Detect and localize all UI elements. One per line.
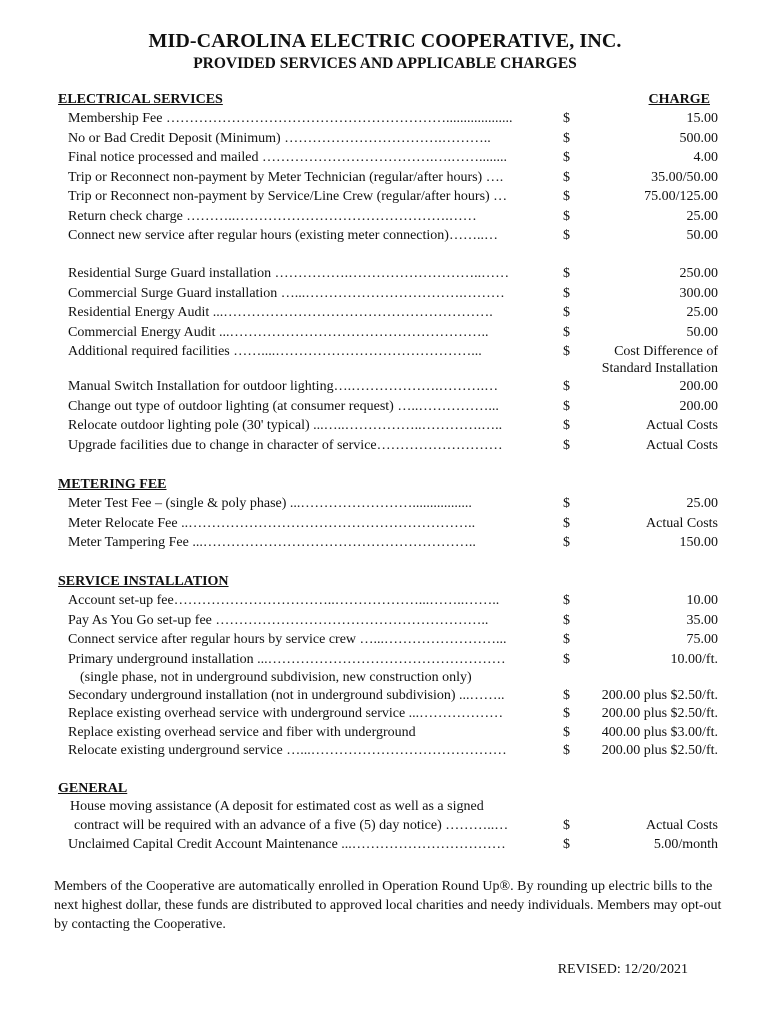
fee-amount: 200.00 plus $2.50/ft. bbox=[601, 687, 718, 703]
fee-row bbox=[0, 593, 770, 613]
fee-row bbox=[0, 496, 770, 516]
fee-amount: 15.00 bbox=[686, 111, 718, 126]
fee-row bbox=[0, 613, 770, 633]
fee-description: Change out type of outdoor lighting (at consumer request) …..……………... bbox=[68, 398, 499, 414]
fee-description: Return check charge ………..……………………………………….…… bbox=[68, 208, 477, 224]
fee-row bbox=[0, 325, 770, 345]
fee-row bbox=[0, 535, 770, 555]
fee-row bbox=[0, 725, 770, 745]
fee-description: Meter Relocate Fee ..…………………………………………………….. bbox=[68, 515, 476, 531]
fee-amount: 25.00 bbox=[686, 496, 718, 511]
fee-row bbox=[0, 399, 770, 419]
fee-amount: 50.00 bbox=[686, 228, 718, 243]
fee-description: Final notice processed and mailed ……………………………….….……........ bbox=[68, 150, 507, 165]
fee-row bbox=[0, 632, 770, 652]
fee-description: Meter Tampering Fee ...………………………………………………….. bbox=[68, 535, 476, 550]
fee-description: Primary underground installation ...…………………………………………… bbox=[68, 651, 506, 667]
fee-amount: 400.00 plus $3.00/ft. bbox=[601, 724, 718, 740]
dollar-sign: $ bbox=[563, 837, 570, 852]
fee-row bbox=[0, 266, 770, 286]
fee-description: Relocate outdoor lighting pole (30' typical) ...…..……………..………….….. bbox=[68, 418, 503, 433]
round-up-notice: Members of the Cooperative are automatically enrolled in Operation Round Up®. By rounding up electric bills to the next highest dollar, these funds are distributed to approved local charities and needy individuals. Members may opt-out by contacting the Cooperative. bbox=[54, 879, 722, 932]
fee-amount: 75.00/125.00 bbox=[644, 189, 718, 204]
fee-row bbox=[0, 418, 770, 438]
document-subtitle: PROVIDED SERVICES AND APPLICABLE CHARGES bbox=[193, 55, 577, 72]
fee-description: Manual Switch Installation for outdoor lighting….……………….……….… bbox=[68, 379, 499, 394]
fee-row bbox=[0, 305, 770, 325]
dollar-sign: $ bbox=[563, 169, 570, 185]
fee-amount: 200.00 plus $2.50/ft. bbox=[601, 706, 718, 721]
fee-description: Residential Surge Guard installation …………….………………………..…… bbox=[68, 266, 510, 281]
dollar-sign: $ bbox=[563, 515, 570, 531]
dollar-sign: $ bbox=[563, 266, 570, 281]
fee-description: Replace existing overhead service with underground service ...……………… bbox=[68, 706, 504, 721]
fee-amount: 150.00 bbox=[679, 535, 718, 550]
fee-amount: 25.00 bbox=[686, 305, 718, 320]
fee-amount: 500.00 bbox=[679, 130, 718, 146]
fee-description: No or Bad Credit Deposit (Minimum) …………………………….……….. bbox=[68, 130, 491, 146]
fee-row bbox=[0, 670, 770, 690]
fee-amount: Actual Costs bbox=[646, 418, 718, 433]
dollar-sign: $ bbox=[563, 724, 570, 740]
fee-amount: 300.00 bbox=[679, 285, 718, 301]
fee-description: Residential Energy Audit ...…………………………………………………. bbox=[68, 305, 493, 320]
fee-row bbox=[0, 209, 770, 229]
fee-description: Membership Fee ……………………………………………………................... bbox=[68, 111, 513, 126]
fee-amount: 250.00 bbox=[679, 266, 718, 281]
fee-row bbox=[0, 286, 770, 306]
fee-amount: Actual Costs bbox=[646, 437, 718, 453]
dollar-sign: $ bbox=[563, 344, 570, 359]
fee-row bbox=[0, 706, 770, 726]
fee-amount: 10.00/ft. bbox=[670, 651, 718, 667]
fee-row bbox=[0, 837, 770, 857]
dollar-sign: $ bbox=[563, 632, 570, 647]
dollar-sign: $ bbox=[563, 130, 570, 146]
fee-row bbox=[0, 516, 770, 536]
fee-amount: 200.00 bbox=[679, 398, 718, 414]
fee-row bbox=[0, 799, 770, 819]
fee-description: Unclaimed Capital Credit Account Maintenance ...…………………………… bbox=[68, 837, 506, 852]
fee-description: Pay As You Go set-up fee ………………………………………………….. bbox=[68, 612, 489, 628]
dollar-sign: $ bbox=[563, 706, 570, 721]
fee-description: Connect service after regular hours by service crew …...……………………... bbox=[68, 632, 507, 647]
fee-description: Commercial Surge Guard installation …...…………………………….……… bbox=[68, 285, 505, 301]
fee-description: House moving assistance (A deposit for estimated cost as well as a signed bbox=[70, 799, 484, 814]
dollar-sign: $ bbox=[563, 208, 570, 224]
dollar-sign: $ bbox=[563, 228, 570, 243]
dollar-sign: $ bbox=[563, 189, 570, 204]
fee-description: Upgrade facilities due to change in character of service……………………… bbox=[68, 437, 503, 453]
section-title: ELECTRICAL SERVICES bbox=[58, 92, 223, 107]
fee-amount: 10.00 bbox=[686, 593, 718, 608]
fee-description: contract will be required with an advance of a five (5) day notice) ………..… bbox=[74, 817, 509, 833]
charge-column-header: CHARGE bbox=[648, 92, 710, 107]
fee-description: Relocate existing underground service …...…………………………………… bbox=[68, 743, 507, 758]
fee-description: Connect new service after regular hours (existing meter connection)……..… bbox=[68, 228, 498, 243]
fee-amount: 25.00 bbox=[686, 208, 718, 224]
dollar-sign: $ bbox=[563, 398, 570, 414]
dollar-sign: $ bbox=[563, 496, 570, 511]
section-title: SERVICE INSTALLATION bbox=[58, 574, 229, 589]
fee-description: Trip or Reconnect non-payment by Meter Technician (regular/after hours) …. bbox=[68, 169, 504, 185]
fee-row bbox=[0, 228, 770, 248]
fee-row bbox=[0, 361, 770, 381]
fee-row bbox=[0, 111, 770, 131]
fee-amount: Actual Costs bbox=[646, 817, 718, 833]
dollar-sign: $ bbox=[563, 593, 570, 608]
fee-amount: 75.00 bbox=[686, 632, 718, 647]
fee-row bbox=[0, 131, 770, 151]
revised-date: REVISED: 12/20/2021 bbox=[557, 962, 688, 977]
dollar-sign: $ bbox=[563, 418, 570, 433]
fee-description: (single phase, not in underground subdivision, new construction only) bbox=[80, 669, 472, 685]
dollar-sign: $ bbox=[563, 437, 570, 453]
dollar-sign: $ bbox=[563, 379, 570, 394]
dollar-sign: $ bbox=[563, 743, 570, 758]
fee-row bbox=[0, 818, 770, 838]
dollar-sign: $ bbox=[563, 285, 570, 301]
dollar-sign: $ bbox=[563, 324, 570, 340]
dollar-sign: $ bbox=[563, 651, 570, 667]
fee-amount: 35.00/50.00 bbox=[651, 169, 718, 185]
fee-description: Account set-up fee……………………………..………………...……..…….. bbox=[68, 593, 500, 608]
fee-description: Additional required facilities ……....……………………………………... bbox=[68, 344, 482, 359]
fee-row bbox=[0, 189, 770, 209]
dollar-sign: $ bbox=[563, 111, 570, 126]
dollar-sign: $ bbox=[563, 150, 570, 165]
fee-amount: 200.00 plus $2.50/ft. bbox=[601, 743, 718, 758]
fee-description: Secondary underground installation (not in underground subdivision) ...…….. bbox=[68, 687, 505, 703]
fee-description: Meter Test Fee – (single & poly phase) ...……………………................. bbox=[68, 496, 472, 511]
dollar-sign: $ bbox=[563, 687, 570, 703]
dollar-sign: $ bbox=[563, 817, 570, 833]
fee-amount: Actual Costs bbox=[646, 515, 718, 531]
dollar-sign: $ bbox=[563, 612, 570, 628]
fee-description: Replace existing overhead service and fiber with underground bbox=[68, 724, 416, 740]
fee-amount: 50.00 bbox=[686, 324, 718, 340]
fee-amount: 4.00 bbox=[693, 150, 718, 165]
fee-row bbox=[0, 652, 770, 672]
fee-description: Commercial Energy Audit ...……………………………………………….. bbox=[68, 324, 489, 340]
document-title: MID-CAROLINA ELECTRIC COOPERATIVE, INC. bbox=[148, 30, 622, 52]
fee-row bbox=[0, 170, 770, 190]
fee-amount: Cost Difference of bbox=[614, 344, 718, 359]
fee-amount: Standard Installation bbox=[601, 361, 718, 376]
fee-amount: 5.00/month bbox=[653, 837, 718, 852]
fee-amount: 35.00 bbox=[686, 612, 718, 628]
fee-row bbox=[0, 688, 770, 708]
dollar-sign: $ bbox=[563, 535, 570, 550]
section-title: GENERAL bbox=[58, 781, 128, 796]
dollar-sign: $ bbox=[563, 305, 570, 320]
fee-row bbox=[0, 150, 770, 170]
fee-amount: 200.00 bbox=[679, 379, 718, 394]
fee-row bbox=[0, 379, 770, 399]
fee-row bbox=[0, 743, 770, 763]
fee-description: Trip or Reconnect non-payment by Service/Line Crew (regular/after hours) … bbox=[68, 189, 508, 204]
fee-row bbox=[0, 438, 770, 458]
section-title: METERING FEE bbox=[58, 477, 167, 492]
